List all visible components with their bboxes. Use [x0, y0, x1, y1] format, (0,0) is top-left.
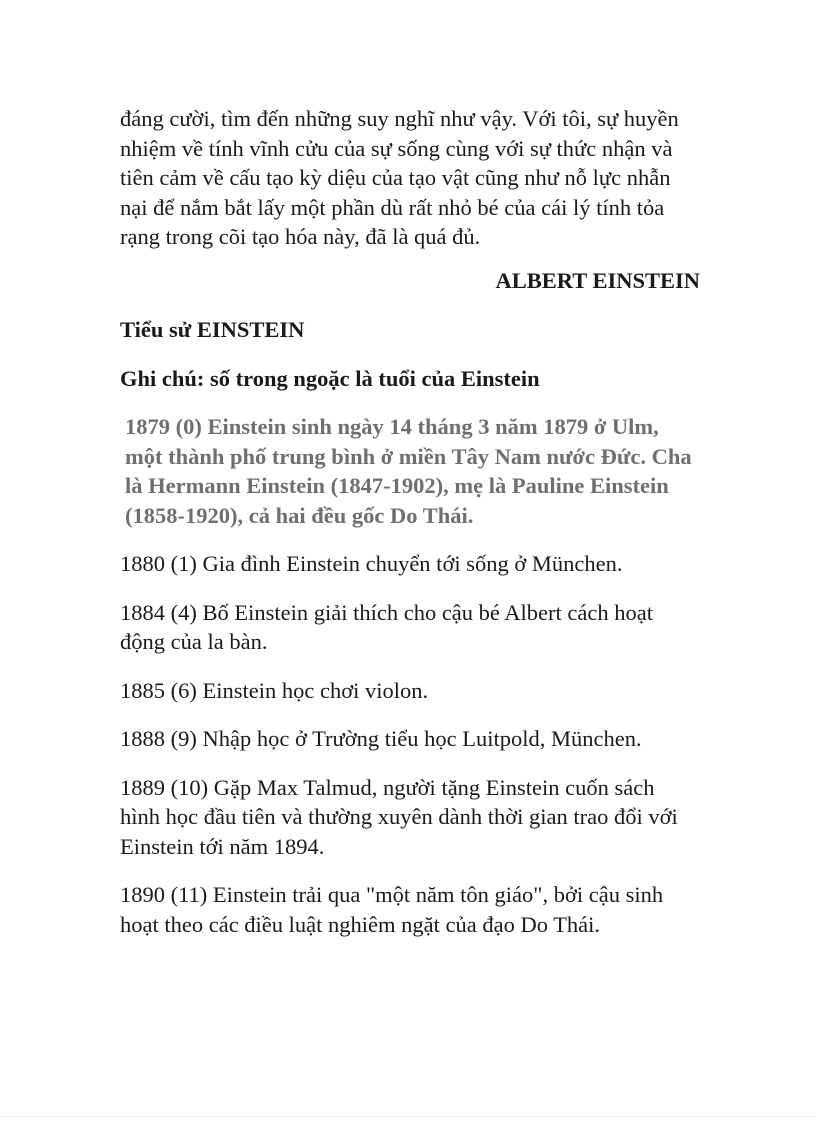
document-page	[120, 104, 700, 958]
timeline-entry-1890: 1890 (11) Einstein trải qua "một năm tôn giáo", bởi cậu sinh hoạt theo các điều luật nghiêm ngặt của đạo Do Thái.	[120, 882, 664, 937]
timeline-entry-1884: 1884 (4) Bố Einstein giải thích cho cậu bé Albert cách hoạt động của la bàn.	[120, 599, 653, 654]
timeline-entry-1880: 1880 (1) Gia đình Einstein chuyển tới sống ở München.	[120, 551, 623, 576]
age-note: Ghi chú: số trong ngoặc là tuổi của Einstein	[120, 365, 540, 391]
page-bottom-rule	[0, 1116, 816, 1117]
section-title: Tiểu sử EINSTEIN	[120, 317, 305, 342]
timeline-entry-1885: 1885 (6) Einstein học chơi violon.	[120, 677, 429, 703]
timeline-entry-1888: 1888 (9) Nhập học ở Trường tiểu học Luitpold, München.	[120, 726, 642, 751]
author-signature: ALBERT EINSTEIN	[495, 267, 700, 293]
intro-paragraph: đáng cười, tìm đến những suy nghĩ như vậy. Với tôi, sự huyền nhiệm về tính vĩnh cửu của sự sống cùng với sự thức nhận và tiên cảm về cấu tạo kỳ diệu của tạo vật cũng như nỗ lực nhẫn nại để nắm bắt lấy một phần dù rất nhỏ bé của cái lý tính tỏa rạng trong cõi tạo hóa này, đã là quá đủ.	[120, 106, 679, 249]
timeline-entry-1889: 1889 (10) Gặp Max Talmud, người tặng Einstein cuốn sách hình học đầu tiên và thường xuyên dành thời gian trao đổi với Einstein tới năm 1894.	[120, 774, 678, 859]
timeline-entry-1879: 1879 (0) Einstein sinh ngày 14 tháng 3 năm 1879 ở Ulm, một thành phố trung bình ở miền Tây Nam nước Đức. Cha là Hermann Einstein (1847-1902), mẹ là Pauline Einstein (1858-1920), cả hai đều gốc Do Thái.	[125, 414, 692, 528]
